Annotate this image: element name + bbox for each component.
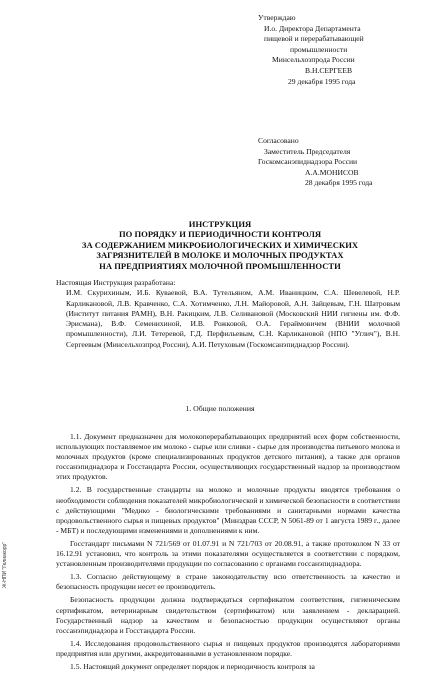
title-line-5: НА ПРЕДПРИЯТИЯХ МОЛОЧНОЙ ПРОМЫШЛЕННОСТИ — [99, 260, 341, 271]
developers-block — [56, 278, 400, 350]
approval-position-line-1: И.о. Директора Департамента — [264, 23, 361, 33]
approval-signatory: В.Н.СЕРГЕЕВ — [305, 65, 353, 75]
agreement-heading: Согласовано — [258, 136, 299, 145]
developers-lead: Настоящая Инструкция разработана: — [56, 278, 176, 287]
title-line-2: ПО ПОРЯДКУ И ПЕРИОДИЧНОСТИ КОНТРОЛЯ — [118, 229, 322, 240]
section-heading: 1. Общие положения — [185, 404, 255, 413]
paragraph-1-2-cont: Госстандарт письмами N 721/569 от 01.07.91 и N 721/703 от 20.08.91, а также протоколом N 33 от 16.12.91 установил, что контроль за этими показателями осуществляется в соответствии с порядком, установленным производителями продукции по согласованию с органами госсанэпиднадзора. — [56, 538, 400, 569]
title-line-1: ИНСТРУКЦИЯ — [188, 219, 252, 229]
developers-list: И.М. Скурихиным, И.Б. Куваевой, В.А. Тутельяном, А.М. Иваницким, С.А. Шевелевой, Н.Р. Карликановой, Л.В. Кравченко, С.А. Хотимченко, Л.Н. Майоровой, А.Н. Зайцевым, Г.Н. Шатровым (Институт питания РАМН), В.Н. Ракицким, Л.В. Селивановой (Московский НИИ гигиены им. Ф.Ф. Эрисмана), В.Ф. Семенихиной, И.В. Рожковой, О.А. Гераймовичем (ВНИИ молочной промышленности), Л.И. Тетеревой, Г.Д. Перфильевым, С.Н. Карликановой (НПО "Углич"), В.Н. Сергеевым (Минсельхозпрод России), А.И. Петуховым (Госкомсанэпиднадзор России). — [66, 288, 400, 349]
approval-position-line-3: промышленности — [290, 44, 348, 54]
paragraph-1-2: 1.2. В государственные стандарты на молоко и молочные продукты вводятся требования о необходимости соблюдения показателей микробиологической и химической безопасности в соответствии с действующими "Медико - биологическими требованиями и санитарными нормами качества продовольственного сырья и пищевых продуктов" (Минздрав СССР, N 5061-89 от 1 августа 1989 г., далее - МБТ) и последующими изменениями и дополнениями к ним. — [56, 485, 400, 535]
paragraph-1-3-cont: Безопасность продукции должна подтверждаться сертификатом соответствия, гигиеническим сертификатом, ветеринарным свидетельством (сертификатом) или заявлением - декларацией. Государственный надзор за качеством и безопасностью продукции осуществляют органы госсанэпиднадзора и Госстандарта России. — [56, 595, 400, 635]
side-label: Ж-НПИ "Гелиакорр" — [2, 541, 8, 588]
agreement-date: 28 декабря 1995 года — [305, 178, 373, 188]
document-body — [56, 432, 400, 675]
document-title — [40, 219, 400, 271]
title-line-3: ЗА СОДЕРЖАНИЕМ МИКРОБИОЛОГИЧЕСКИХ И ХИМИЧЕСКИХ — [81, 239, 359, 250]
approval-date: 29 декабря 1995 года — [288, 76, 356, 86]
approval-block — [258, 13, 418, 87]
agreement-block — [258, 136, 418, 189]
approval-position-line-2: пищевой и перерабатывающей — [264, 34, 364, 44]
agreement-agency: Госкомсанэпиднадзора России — [258, 157, 358, 167]
title-line-4: ЗАГРЯЗНИТЕЛЕЙ В МОЛОКЕ И МОЛОЧНЫХ ПРОДУКТАХ — [96, 250, 344, 261]
approval-heading: Утверждаю — [258, 13, 296, 22]
paragraph-1-1: 1.1. Документ предназначен для молокоперерабатывающих предприятий всех форм собственности, использующих поставляемое им молоко - сырье или сливки - сырье для производства питьевого молока и молочных продуктов (кроме специализированных продуктов детского питания), а также для органов госсанэпиднадзора и Госстандарта России, осуществляющих государственный надзор за производством этих продуктов. — [56, 432, 400, 482]
paragraph-1-5: 1.5. Настоящий документ определяет порядок и периодичность контроля за — [70, 661, 315, 671]
agreement-position: Заместитель Председателя — [264, 146, 351, 156]
paragraph-1-4: 1.4. Исследования продовольственного сырья и пищевых продуктов производятся лабораториями предприятия или другими, аккредитованными в установленном порядке. — [56, 638, 400, 658]
paragraph-1-3: 1.3. Согласно действующему в стране законодательству всю ответственность за качество и безопасность продукции несет ее производитель. — [56, 572, 400, 592]
agreement-signatory: А.А.МОНИСОВ — [305, 167, 359, 177]
approval-ministry: Минсельхозпрода России — [272, 55, 355, 65]
